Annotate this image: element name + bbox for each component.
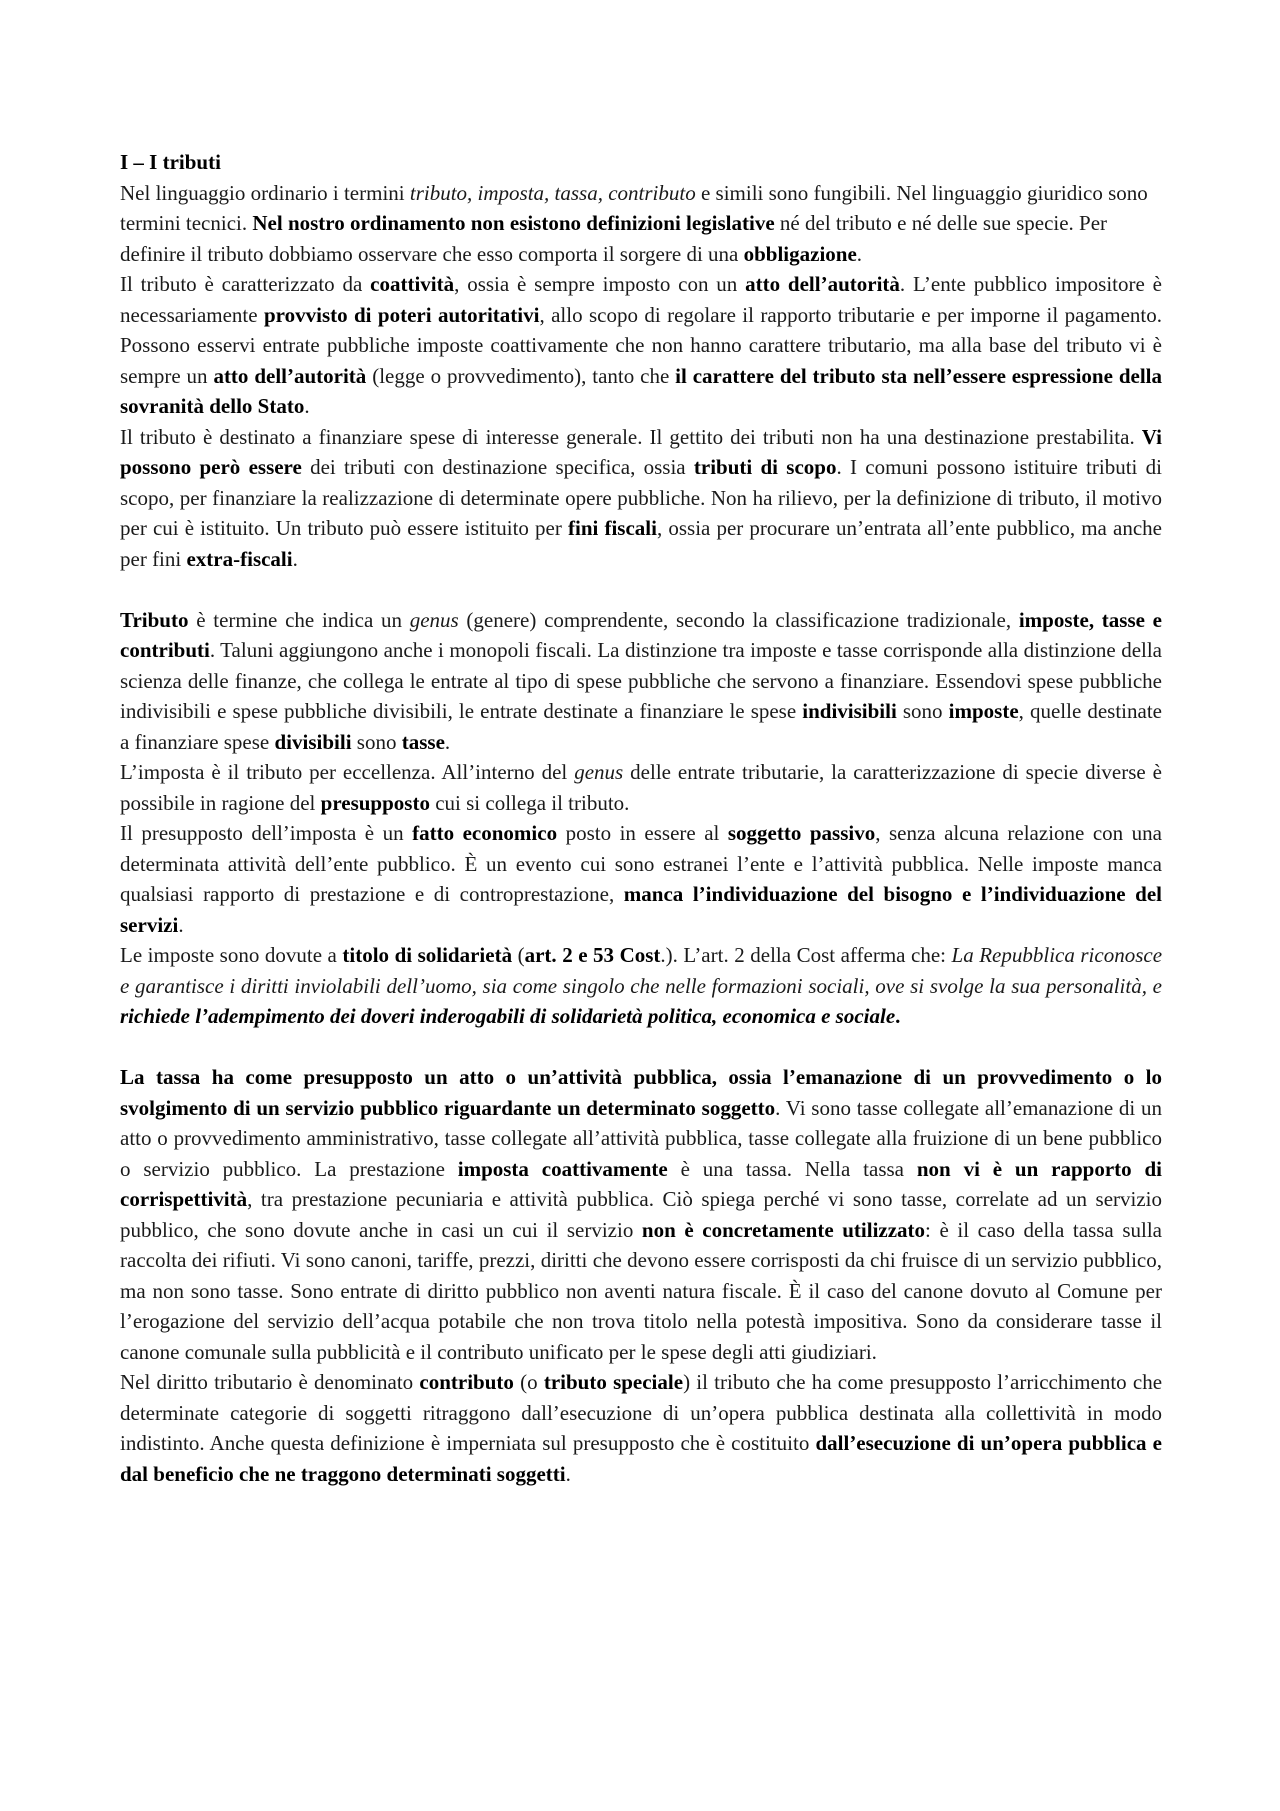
italic-text: La Repubblica riconosce e garantisce i diritti inviolabili dell’uomo, sia come singolo che nelle formazioni sociali, ove si svolge la sua personalità, e: [120, 943, 1163, 998]
bold-text: Tributo: [120, 607, 189, 632]
text-run: : è il caso della tassa sulla raccolta dei rifiuti. Vi sono canoni, tariffe, prezzi, diritti che devono essere corrisposti da chi fruisce di un servizio pubblico, ma non sono tasse. Sono entrate di diritto pubblico non aventi natura fiscale. È il caso del canone dovuto al Comune per l’erogazione del servizio dell’acqua potabile che non trova titolo nella potestà impositiva. Sono da considerare tasse il canone comunale sulla pubblicità e il contributo unificato per le spese degli atti giudiziari.: [120, 1217, 1162, 1364]
text-run: cui si collega il tributo.: [429, 790, 630, 815]
text-run: . Vi sono tasse collegate all’emanazione di un atto o provvedimento amministrativo, tasse collegate all’attività pubblica, tasse collegate alla fruizione di un bene pubblico o servizio pubblico. La prestazione: [120, 1095, 1163, 1181]
italic-text: genus: [409, 607, 459, 632]
text-run: Nel diritto tributario è denominato: [120, 1370, 420, 1394]
bold-text: provvisto di poteri autoritativi: [263, 302, 540, 327]
text-run: Il presupposto dell’imposta è un: [120, 821, 413, 845]
text-run: .: [565, 1461, 571, 1486]
bold-text: art. 2 e 53 Cost: [524, 943, 661, 967]
text-run: né del tributo e né delle sue specie. Per definire il tributo dobbiamo osservare che esso comporta il sorgere di una: [120, 211, 1108, 266]
text-run: Le imposte sono dovute a: [120, 943, 343, 967]
bold-text: fini fiscali: [568, 516, 657, 540]
paragraph: [120, 757, 1162, 818]
bold-text: imposte: [948, 699, 1019, 723]
text-run: delle entrate tributarie, la caratterizzazione di specie diverse è possibile in ragione del: [120, 760, 1162, 815]
text-run: .: [292, 546, 298, 571]
text-run: , allo scopo di regolare il rapporto tributarie e per imporne il pagamento. Possono esservi entrate pubbliche imposte coattivamente che non hanno carattere tributario, ma alla base del tributo vi è sempre un: [120, 302, 1163, 388]
text-run: (genere) comprendente, secondo la classificazione tradizionale,: [458, 607, 1019, 632]
paragraph: [120, 422, 1162, 575]
title-text: I – I tributi: [120, 150, 221, 174]
text-run: .: [178, 912, 184, 937]
bold-text: Nel nostro ordinamento non esistono definizioni legislative: [252, 211, 775, 235]
text-run: è termine che indica un: [188, 607, 410, 632]
bold-text: Vi possono però essere: [120, 424, 1162, 479]
text-run: Il tributo è destinato a finanziare spese di interesse generale. Il gettito dei tributi non ha una destinazione prestabilita.: [120, 424, 1142, 449]
text-run: L’imposta è il tributo per eccellenza. All’interno del: [120, 760, 575, 784]
bold-text: atto dell’autorità: [745, 272, 900, 296]
text-run: ) il tributo che ha come presupposto l’arricchimento che determinate categorie di soggetti ritraggono dall’esecuzione di un’opera pubblica destinata alla collettività in modo indistinto. Anche questa definizione è imperniata sul presupposto che è costituito: [120, 1370, 1163, 1455]
text-run: dei tributi con destinazione specifica, ossia: [301, 455, 694, 479]
paragraph: [120, 605, 1162, 758]
bold-text: contributo: [419, 1370, 514, 1394]
text-run: .: [856, 241, 863, 266]
bold-text: soggetto passivo: [727, 821, 876, 845]
bold-text: atto dell’autorità: [213, 363, 367, 388]
italic-text: genus: [574, 760, 624, 784]
text-run: , ossia per procurare un’entrata all’ente pubblico, ma anche per fini: [120, 516, 1162, 571]
paragraph: [120, 818, 1162, 940]
text-run: (legge o provvedimento), tanto che: [366, 363, 676, 388]
bold-text: non è concretamente utilizzato: [641, 1217, 926, 1242]
bold-text: tributi di scopo: [693, 455, 837, 479]
bold-text: tasse: [401, 729, 445, 754]
text-run: . I comuni possono istituire tributi di scopo, per finanziare la realizzazione di determinate opere pubbliche. Non ha rilievo, per la definizione di tributo, il motivo per cui è istituito. Un tributo può essere istituito per: [120, 455, 1162, 540]
text-run: Nel linguaggio ordinario i termini: [120, 180, 410, 205]
text-run: e simili sono fungibili. Nel linguaggio giuridico sono termini tecnici.: [120, 180, 1148, 235]
bold-text: La tassa ha come presupposto un atto o un’attività pubblica, ossia l’emanazione di un provvedimento o lo svolgimento di un servizio pubblico riguardante un determinato soggetto: [120, 1065, 1162, 1120]
bold-text: presupposto: [320, 790, 430, 815]
document-title: [120, 147, 1162, 178]
paragraph: [120, 940, 1162, 1032]
text-run: , quelle destinate a finanziare spese: [120, 699, 1162, 754]
bold-text: richiede l’adempimento dei doveri inderogabili di solidarietà politica, economica e sociale: [120, 1004, 896, 1028]
text-run: (o: [513, 1370, 544, 1394]
paragraph-spacer: [120, 574, 1162, 605]
paragraph-spacer: [120, 1032, 1162, 1063]
text-run: sono: [896, 699, 949, 723]
text-run: , ossia è sempre imposto con un: [454, 272, 746, 296]
paragraph: [120, 1062, 1162, 1367]
text-run: .: [444, 729, 451, 754]
text-run: , tra prestazione pecuniaria e attività pubblica. Ciò spiega perché vi sono tasse, correlate ad un servizio pubblico, che sono dovute anche in casi un cui il servizio: [120, 1187, 1162, 1242]
text-run: è una tassa. Nella tassa: [667, 1156, 917, 1181]
text-run: .: [304, 394, 310, 418]
text-run: (: [512, 943, 525, 967]
bold-text: fatto economico: [412, 821, 558, 845]
bold-text: indivisibili: [802, 699, 897, 723]
bold-text: imposte, tasse e contributi: [120, 607, 1162, 662]
bold-text: manca l’individuazione del bisogno e l’individuazione del servizi: [120, 882, 1162, 937]
text-run: . L’ente pubblico impositore è necessariamente: [120, 272, 1162, 327]
bold-text: dall’esecuzione di un’opera pubblica e dal beneficio che ne traggono determinati soggetti: [120, 1431, 1162, 1486]
bold-text: non vi è un rapporto di corrispettività: [120, 1156, 1162, 1211]
italic-text: tributo, imposta, tassa, contributo: [409, 180, 696, 205]
bold-text: il carattere del tributo sta nell’essere espressione della sovranità dello Stato: [120, 363, 1162, 418]
text-run: posto in essere al: [557, 821, 728, 845]
bold-text: .: [895, 1004, 901, 1028]
document-body: [120, 147, 1162, 1489]
bold-text: imposta coattivamente: [457, 1156, 668, 1181]
paragraph: [120, 178, 1162, 270]
bold-text: tributo speciale: [543, 1370, 684, 1394]
bold-text: obbligazione: [743, 241, 857, 266]
text-run: Il tributo è caratterizzato da: [120, 272, 371, 296]
text-run: .). L’art. 2 della Cost afferma che:: [660, 943, 952, 967]
text-run: . Taluni aggiungono anche i monopoli fiscali. La distinzione tra imposte e tasse corrisponde alla distinzione della scienza delle finanze, che collega le entrate al tipo di spese pubbliche che servono a finanziare. Essendovi spese pubbliche indivisibili e spese pubbliche divisibili, le entrate destinate a finanziare le spese: [120, 638, 1162, 723]
bold-text: titolo di solidarietà: [342, 943, 513, 967]
bold-text: extra-fiscali: [186, 546, 293, 571]
bold-text: coattività: [370, 272, 455, 296]
paragraph: [120, 269, 1162, 422]
paragraph: [120, 1367, 1162, 1489]
text-run: sono: [351, 729, 402, 754]
text-run: , senza alcuna relazione con una determinata attività dell’ente pubblico. È un evento cui sono estranei l’ente e l’attività pubblica. Nelle imposte manca qualsiasi rapporto di prestazione e di controprestazione,: [120, 821, 1162, 906]
bold-text: divisibili: [274, 729, 352, 754]
